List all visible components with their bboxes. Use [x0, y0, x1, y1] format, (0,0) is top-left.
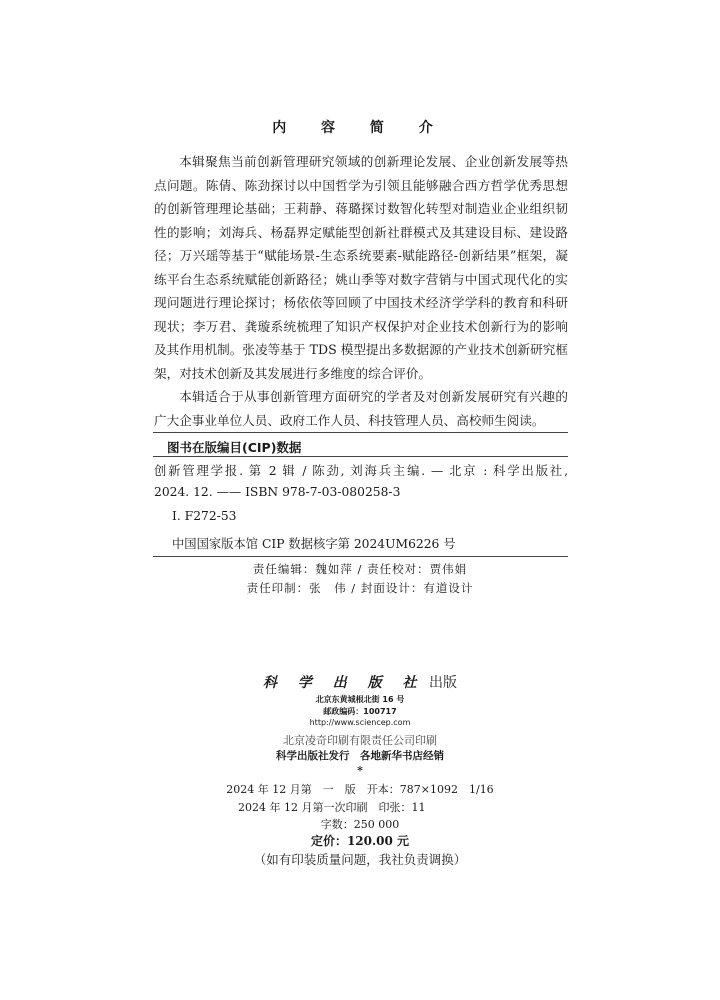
publisher-line — [0, 672, 720, 692]
word-count: 字数：250 000 — [320, 818, 400, 831]
cip-classification: Ⅰ. F272-53 — [172, 509, 237, 523]
publisher-name-logo: 科 学 出 版 社 — [263, 675, 425, 691]
editor-credits: 责任编辑：魏如萍 / 责任校对：贾伟娟 — [252, 562, 468, 576]
publisher-url: http://www.sciencep.com — [309, 718, 411, 727]
publisher-postcode: 邮政编码：100717 — [323, 707, 397, 716]
price-value: 120.00 元 — [346, 834, 410, 848]
cip-bottom-divider — [153, 556, 568, 557]
page-title: 内 容 简 介 — [272, 120, 448, 136]
cip-top-divider — [153, 432, 568, 433]
price-line — [0, 832, 720, 849]
quality-note: （如有印装质量问题，我社负责调换） — [253, 852, 467, 867]
cip-heading: 图书在版编目(CIP)数据 — [167, 440, 302, 455]
printer-info: 北京凌奇印刷有限责任公司印刷 — [283, 734, 437, 747]
summary-paragraph-1: 本辑聚焦当前创新管理研究领域的创新理论发展、企业创新发展等热点问题。陈倩、陈劲探讨以中国哲学为引领且能够融合西方哲学优秀思想的创新管理理论基础；王莉静、蒋璐探讨数智化转型对制造业企业组织韧性的影响；刘海兵、杨磊界定赋能型创新社群模式及其建设目标、建设路径；万兴瑶等基于“赋能场景-生态系统要素-赋能路径-创新结果”框架，凝练平台生态系统赋能创新路径；姚山季等对数字营销与中国式现代化的实现问题进行理论探讨；杨依依等回顾了中国技术经济学学科的教育和科研现状；李万君、龚璇系统梳理了知识产权保护对企业技术创新行为的影响及其作用机制。张凌等基于 TDS 模型提出多数据源的产业技术创新研究框架，对技术创新及其发展进行多维度的综合评价。 — [154, 154, 568, 381]
separator-asterisk: * — [357, 764, 363, 777]
publisher-suffix: 出版 — [428, 675, 457, 691]
summary-body — [154, 150, 568, 432]
printing-info: 2024 年 12 月第一次印刷 印张：11 — [238, 801, 426, 814]
distribution-info: 科学出版社发行 各地新华书店经销 — [276, 750, 444, 762]
edition-info: 2024 年 12 月第 一 版 开本：787×1092 1/16 — [226, 783, 494, 796]
cip-approval-number: 中国国家版本馆 CIP 数据核字第 2024UM6226 号 — [172, 537, 456, 551]
summary-paragraph-2: 本辑适合于从事创新管理方面研究的学者及对创新发展研究有兴趣的广大企事业单位人员、政府工作人员、科技管理人员、高校师生阅读。 — [154, 389, 568, 428]
cip-record-line-2: 2024. 12. —— ISBN 978-7-03-080258-3 — [154, 485, 401, 499]
cip-heading-divider — [153, 456, 568, 457]
price-label: 定价： — [310, 834, 347, 848]
cip-record-line-1: 创新管理学报. 第 2 辑 / 陈劲, 刘海兵主编. — 北京 : 科学出版社, — [154, 464, 568, 478]
production-credits: 责任印制：张 伟 / 封面设计：有道设计 — [246, 581, 474, 595]
publisher-address: 北京东黄城根北街 16 号 — [315, 695, 405, 704]
